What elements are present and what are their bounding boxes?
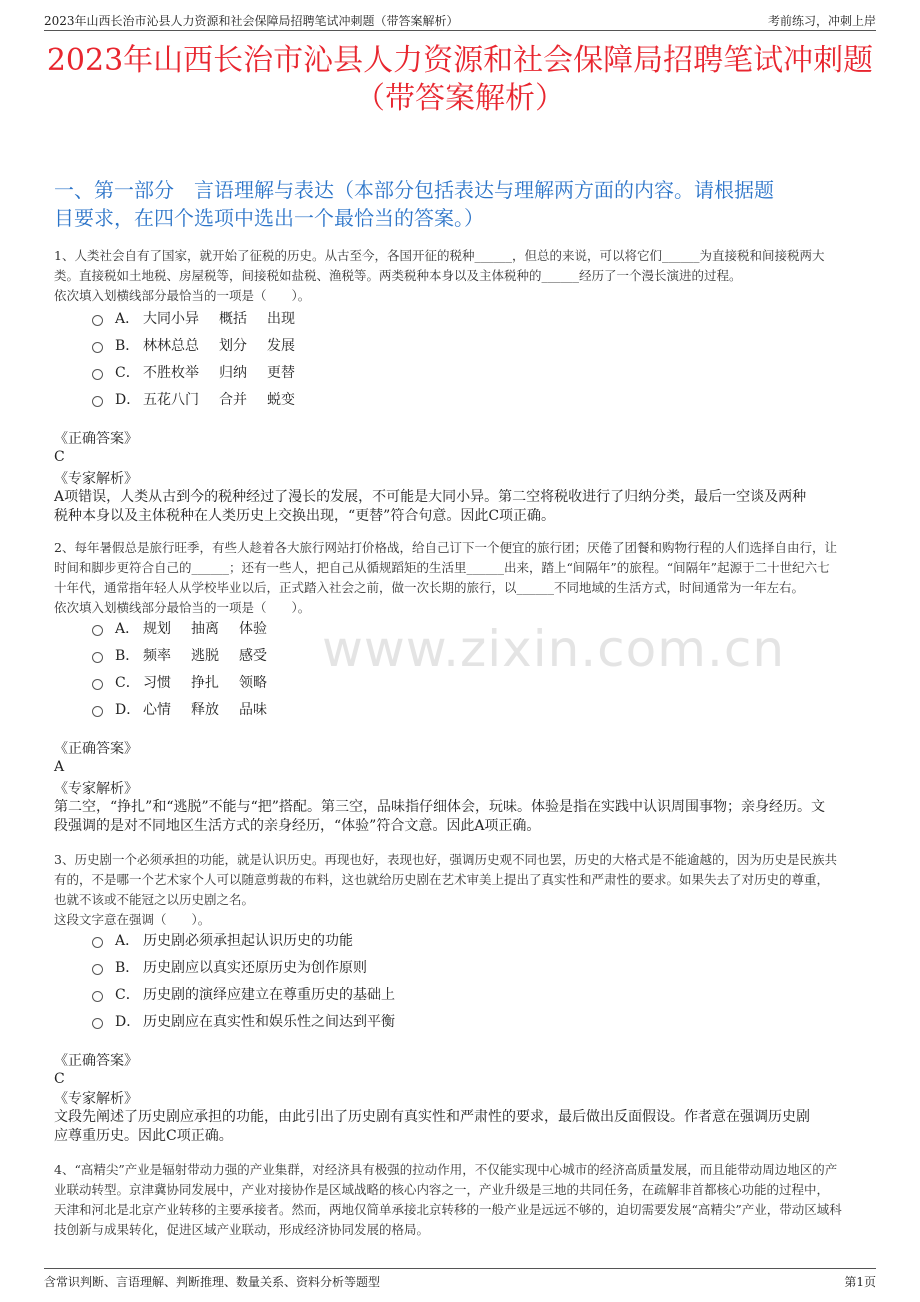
- radio-icon[interactable]: [92, 396, 103, 407]
- option-word: 林林总总: [143, 337, 199, 354]
- option-a[interactable]: [92, 614, 287, 641]
- option-word: 习惯: [143, 674, 171, 691]
- stem-line: 依次填入划横线部分最恰当的一项是（ ）。: [54, 600, 311, 615]
- answer-value: C: [54, 449, 65, 465]
- question-3-stem: [54, 850, 876, 930]
- answer-value: C: [54, 1071, 65, 1087]
- option-word: 感受: [239, 647, 267, 664]
- option-letter: A．: [115, 620, 140, 637]
- option-word: 归纳: [219, 364, 247, 381]
- stem-line: 时间和脚步更符合自己的______；还有一些人，把自己从循规蹈矩的生活里______出来，踏上“间隔年”的旅程。“间隔年”起源于二十世纪六七: [54, 560, 830, 575]
- option-word: 品味: [239, 701, 267, 718]
- option-letter: A．: [115, 932, 140, 949]
- question-2-analysis: [54, 798, 876, 836]
- question-1-analysis: [54, 488, 876, 526]
- option-c[interactable]: [92, 980, 415, 1007]
- radio-icon[interactable]: [92, 706, 103, 717]
- stem-line: 天津和河北是北京产业转移的主要承接者。然而，两地仅简单承接北京转移的一般产业是远远不够的，迫切需要发展“高精尖”产业，带动区域科: [54, 1202, 842, 1217]
- analysis-label: 《专家解析》: [54, 471, 138, 487]
- option-text: 历史剧的演绎应建立在尊重历史的基础上: [143, 986, 395, 1003]
- header-doc-title: 2023年山西长治市沁县人力资源和社会保障局招聘笔试冲刺题（带答案解析）: [44, 14, 459, 28]
- option-letter: B．: [115, 647, 140, 664]
- question-3-answer: [54, 1052, 876, 1088]
- option-word: 频率: [143, 647, 171, 664]
- option-word: 更替: [267, 364, 295, 381]
- option-word: 挣扎: [191, 674, 219, 691]
- option-word: 划分: [219, 337, 247, 354]
- answer-label: 《正确答案》: [54, 741, 138, 757]
- option-word: 发展: [267, 337, 295, 354]
- option-a[interactable]: [92, 304, 315, 331]
- question-3-options: [92, 926, 415, 1034]
- radio-icon[interactable]: [92, 679, 103, 690]
- answer-label: 《正确答案》: [54, 1053, 138, 1069]
- option-text: 历史剧必须承担起认识历史的功能: [143, 932, 353, 949]
- option-d[interactable]: [92, 1007, 415, 1034]
- analysis-line: 段强调的是对不同地区生活方式的亲身经历，“体验”符合文意。因此A项正确。: [54, 818, 541, 834]
- option-c[interactable]: [92, 668, 287, 695]
- stem-line: 技创新与成果转化，促进区域产业联动，形成经济协同发展的格局。: [54, 1222, 430, 1237]
- option-letter: B．: [115, 337, 140, 354]
- question-3-analysis-label: [54, 1090, 876, 1108]
- analysis-label: 《专家解析》: [54, 781, 138, 797]
- option-word: 领略: [239, 674, 267, 691]
- question-2-stem: [54, 538, 876, 618]
- option-word: 抽离: [191, 620, 219, 637]
- stem-line: 业联动转型。京津冀协同发展中，产业对接协作是区域战略的核心内容之一，产业升级是三地的共同任务，在疏解非首都核心功能的过程中，: [54, 1182, 830, 1197]
- option-word: 心情: [143, 701, 171, 718]
- stem-line: 有的，不是哪一个艺术家个人可以随意剪裁的布料，这也就给历史剧在艺术审美上提出了真实性和严肃性的要求。如果失去了对历史的尊重，: [54, 872, 830, 887]
- option-word: 大同小异: [143, 310, 199, 327]
- radio-icon[interactable]: [92, 315, 103, 326]
- option-word: 释放: [191, 701, 219, 718]
- option-b[interactable]: [92, 331, 315, 358]
- radio-icon[interactable]: [92, 652, 103, 663]
- option-c[interactable]: [92, 358, 315, 385]
- title-line-1: 2023年山西长治市沁县人力资源和社会保障局招聘笔试冲刺题: [46, 43, 874, 78]
- page-header: [44, 8, 876, 31]
- option-word: 合并: [219, 391, 247, 408]
- option-letter: C．: [115, 986, 140, 1003]
- option-b[interactable]: [92, 953, 415, 980]
- stem-line: 1、人类社会自有了国家，就开始了征税的历史。从古至今，各国开征的税种______，但总的来说，可以将它们______为直接税和间接税两大: [54, 248, 825, 263]
- option-letter: D．: [115, 1013, 141, 1030]
- stem-line: 2、每年暑假总是旅行旺季，有些人趁着各大旅行网站打价格战，给自己订下一个便宜的旅行团；厌倦了团餐和购物行程的人们选择自由行，让: [54, 540, 837, 555]
- page-footer: [44, 1268, 876, 1293]
- option-word: 五花八门: [143, 391, 199, 408]
- watermark: www.zixin.com.cn: [322, 620, 786, 678]
- radio-icon[interactable]: [92, 964, 103, 975]
- option-letter: B．: [115, 959, 140, 976]
- option-letter: A．: [115, 310, 140, 327]
- analysis-line: 税种本身以及主体税种在人类历史上交换出现，“更替”符合句意。因此C项正确。: [54, 508, 556, 524]
- document-title: [30, 42, 890, 118]
- question-2-answer: [54, 740, 876, 776]
- option-d[interactable]: [92, 695, 287, 722]
- stem-line: 3、历史剧一个必须承担的功能，就是认识历史。再现也好，表现也好，强调历史观不同也罢，历史的大格式是不能逾越的，因为历史是民族共: [54, 852, 837, 867]
- analysis-line: 文段先阐述了历史剧应承担的功能，由此引出了历史剧有真实性和严肃性的要求，最后做出反面假设。作者意在强调历史剧: [54, 1109, 810, 1125]
- section-line-1: 一、第一部分 言语理解与表达（本部分包括表达与理解两方面的内容。请根据题: [54, 178, 774, 202]
- option-letter: D．: [115, 391, 141, 408]
- footer-note: 含常识判断、言语理解、判断推理、数量关系、资料分析等题型: [44, 1275, 381, 1289]
- option-a[interactable]: [92, 926, 415, 953]
- header-slogan: 考前练习，冲刺上岸: [767, 14, 876, 28]
- analysis-line: 第二空，“挣扎”和“逃脱”不能与“把”搭配。第三空，品味指仔细体会，玩味。体验是指在实践中认识周围事物；亲身经历。文: [54, 799, 825, 815]
- option-b[interactable]: [92, 641, 287, 668]
- option-word: 规划: [143, 620, 171, 637]
- stem-line: 十年代，通常指年轻人从学校毕业以后，正式踏入社会之前，做一次长期的旅行，以______不同地域的生活方式，时间通常为一年左右。: [54, 580, 805, 595]
- stem-line: 也就不该或不能冠之以历史剧之名。: [54, 892, 255, 907]
- option-letter: D．: [115, 701, 141, 718]
- question-4-stem: [54, 1160, 876, 1240]
- question-1-stem: [54, 246, 876, 306]
- analysis-line: A项错误，人类从古到今的税种经过了漫长的发展，不可能是大同小异。第二空将税收进行了归纳分类，最后一空谈及两种: [54, 489, 807, 505]
- question-1-options: [92, 304, 315, 412]
- option-letter: C．: [115, 364, 140, 381]
- analysis-line: 应尊重历史。因此C项正确。: [54, 1128, 233, 1144]
- option-text: 历史剧应以真实还原历史为创作原则: [143, 959, 367, 976]
- answer-value: A: [54, 759, 65, 775]
- option-text: 历史剧应在真实性和娱乐性之间达到平衡: [143, 1013, 395, 1030]
- radio-icon[interactable]: [92, 625, 103, 636]
- answer-label: 《正确答案》: [54, 431, 138, 447]
- radio-icon[interactable]: [92, 991, 103, 1002]
- option-word: 蜕变: [267, 391, 295, 408]
- radio-icon[interactable]: [92, 937, 103, 948]
- question-3-analysis: [54, 1108, 876, 1146]
- section-line-2: 目要求，在四个选项中选出一个最恰当的答案。）: [54, 206, 484, 230]
- question-2-options: [92, 614, 287, 722]
- option-word: 概括: [219, 310, 247, 327]
- option-word: 逃脱: [191, 647, 219, 664]
- stem-line: 4、“高精尖”产业是辐射带动力强的产业集群，对经济具有极强的拉动作用，不仅能实现中心城市的经济高质量发展，而且能带动周边地区的产: [54, 1162, 838, 1177]
- question-2-analysis-label: [54, 780, 876, 798]
- option-d[interactable]: [92, 385, 315, 412]
- stem-line: 这段文字意在强调（ ）。: [54, 912, 211, 927]
- section-heading: [54, 176, 876, 232]
- option-letter: C．: [115, 674, 140, 691]
- radio-icon[interactable]: [92, 369, 103, 380]
- question-1-answer: [54, 430, 876, 466]
- option-word: 出现: [267, 310, 295, 327]
- stem-line: 类。直接税如土地税、房屋税等，间接税如盐税、渔税等。两类税种本身以及主体税种的______经历了一个漫长演进的过程。: [54, 268, 742, 283]
- radio-icon[interactable]: [92, 342, 103, 353]
- analysis-label: 《专家解析》: [54, 1091, 138, 1107]
- stem-line: 依次填入划横线部分最恰当的一项是（ ）。: [54, 288, 311, 303]
- page-number: 第1页: [844, 1275, 876, 1289]
- radio-icon[interactable]: [92, 1018, 103, 1029]
- option-word: 体验: [239, 620, 267, 637]
- title-line-2: （带答案解析）: [355, 81, 565, 116]
- option-word: 不胜枚举: [143, 364, 199, 381]
- question-1-analysis-label: [54, 470, 876, 488]
